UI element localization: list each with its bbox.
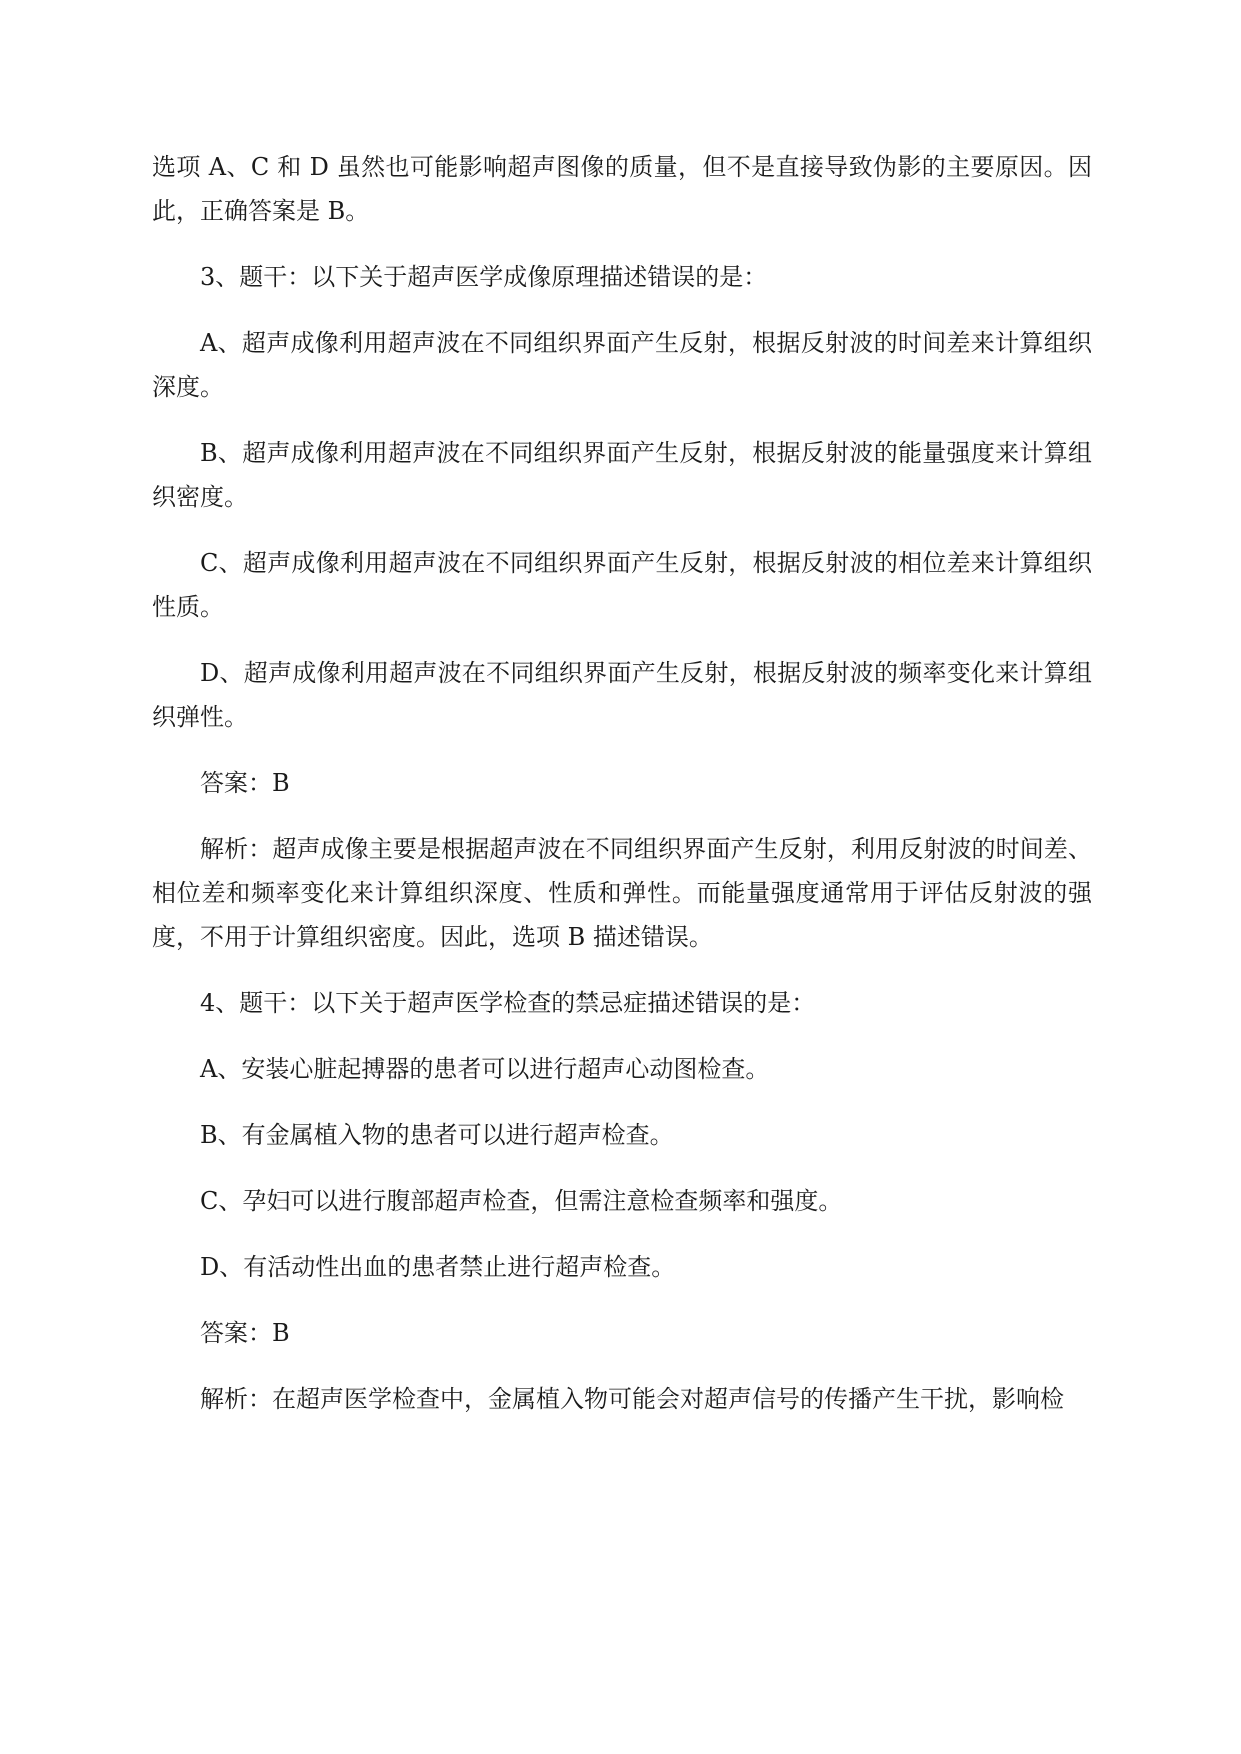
question-3-option-b: B、超声成像利用超声波在不同组织界面产生反射，根据反射波的能量强度来计算组织密度。 (152, 439, 1092, 511)
question-4-option-d: D、有活动性出血的患者禁止进行超声检查。 (200, 1253, 676, 1281)
question-3-option-c: C、超声成像利用超声波在不同组织界面产生反射，根据反射波的相位差来计算组织性质。 (152, 549, 1092, 621)
question-3-explanation: 解析：超声成像主要是根据超声波在不同组织界面产生反射，利用反射波的时间差、相位差和频率变化来计算组织深度、性质和弹性。而能量强度通常用于评估反射波的强度，不用于计算组织密度。因此，选项 B 描述错误。 (152, 835, 1092, 951)
question-3-stem: 3、题干：以下关于超声医学成像原理描述错误的是： (200, 263, 768, 291)
question-3-answer: 答案：B (200, 769, 290, 797)
document-body (152, 145, 1092, 1443)
question-4-answer: 答案：B (200, 1319, 290, 1347)
question-4-stem: 4、题干：以下关于超声医学检查的禁忌症描述错误的是： (200, 989, 816, 1017)
question-4-option-a: A、安装心脏起搏器的患者可以进行超声心动图检查。 (200, 1055, 770, 1083)
question-4-explanation: 解析：在超声医学检查中，金属植入物可能会对超声信号的传播产生干扰，影响检 (200, 1385, 1064, 1413)
question-4-option-c: C、孕妇可以进行腹部超声检查，但需注意检查频率和强度。 (200, 1187, 843, 1215)
question-4-option-b: B、有金属植入物的患者可以进行超声检查。 (200, 1121, 674, 1149)
question-3-option-d: D、超声成像利用超声波在不同组织界面产生反射，根据反射波的频率变化来计算组织弹性。 (152, 659, 1092, 731)
question-3-option-a: A、超声成像利用超声波在不同组织界面产生反射，根据反射波的时间差来计算组织深度。 (152, 329, 1092, 401)
paragraph-previous-conclusion: 选项 A、C 和 D 虽然也可能影响超声图像的质量，但不是直接导致伪影的主要原因。因此，正确答案是 B。 (152, 153, 1092, 225)
